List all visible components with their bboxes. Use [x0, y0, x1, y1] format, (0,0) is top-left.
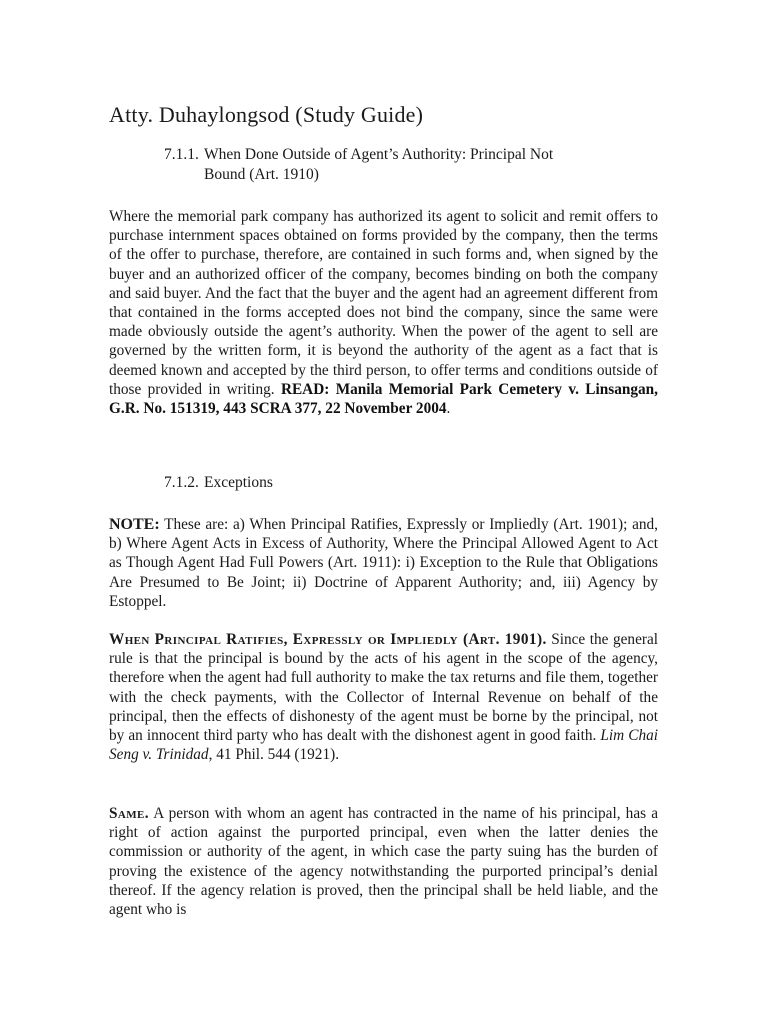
section-heading-7-1-1: [164, 145, 553, 185]
paragraph-principal-ratifies: [109, 630, 658, 764]
section-number: 7.1.2.: [164, 474, 199, 491]
section-heading-7-1-2: [164, 473, 273, 493]
note-label: NOTE:: [109, 516, 160, 533]
section-number: 7.1.1.: [164, 146, 199, 163]
paragraph-memorial-park: [109, 207, 658, 418]
section-heading-text: When Done Outside of Agent’s Authority: Principal Not: [204, 146, 554, 163]
case-name: Lim Chai Seng v. Trinidad: [109, 727, 658, 764]
section-heading-text: Exceptions: [204, 474, 273, 491]
document-title: Atty. Duhaylongsod (Study Guide): [109, 102, 424, 127]
paragraph-note: [109, 515, 658, 611]
same-label: Same.: [109, 805, 149, 822]
ratifies-text: Since the general rule is that the principal is bound by the acts of his agent in the scope of the agency, therefore when the agent had full authority to make the tax returns and file them, together with the check payments, with the Collector of Internal Revenue on behalf of the principal, then the effects of dishonesty of the agent must be borne by the principal, not by an innocent third party who has dealt with the dishonest agent in good faith.: [109, 631, 658, 745]
note-text: These are: a) When Principal Ratifies, Expressly or Impliedly (Art. 1901); and, b) Where Agent Acts in Excess of Authority, Where the Principal Allowed Agent to Act as Though Agent Had Full Powers (Art. 1911): i) Exception to the Rule that Obligations Are Presumed to Be Joint; ii) Doctrine of Apparent Authority; and, iii) Agency by Estoppel.: [109, 516, 658, 610]
ratifies-heading: When Principal Ratifies, Expressly or Impliedly (Art. 1901).: [109, 631, 547, 648]
paragraph-same: [109, 804, 658, 919]
read-citation: READ: Manila Memorial Park Cemetery v. Linsangan, G.R. No. 151319, 443 SCRA 377, 22 November 2004: [109, 380, 658, 418]
same-text: A person with whom an agent has contracted in the name of his principal, has a right of action against the purported principal, even when the latter denies the commission or authority of the agent, in which case the party suing has the burden of proving the existence of the agency notwithstanding the purported principal’s denial thereof. If the agency relation is proved, then the principal shall be held liable, and the agent who is: [109, 805, 658, 919]
paragraph-end: .: [446, 400, 451, 418]
paragraph-text: Where the memorial park company has authorized its agent to solicit and remit offers to purchase internment spaces obtained on forms provided by the company, then the terms of the offer to purchase, therefore, are contained in such forms and, when signed by the buyer and an authorized officer of the company, becomes binding on both the company and said buyer. And the fact that the buyer and the agent had an agreement different from that contained in the forms accepted does not bind the company, since the same were made obviously outside the agent’s authority. When the power of the agent to sell are governed by the written form, it is beyond the authority of the agent as a fact that is deemed known and accepted by the third person, to offer terms and conditions outside of those provided in writing.: [109, 208, 658, 398]
case-citation: , 41 Phil. 544 (1921).: [208, 746, 340, 764]
section-heading-continuation: Bound (Art. 1910): [204, 166, 319, 183]
